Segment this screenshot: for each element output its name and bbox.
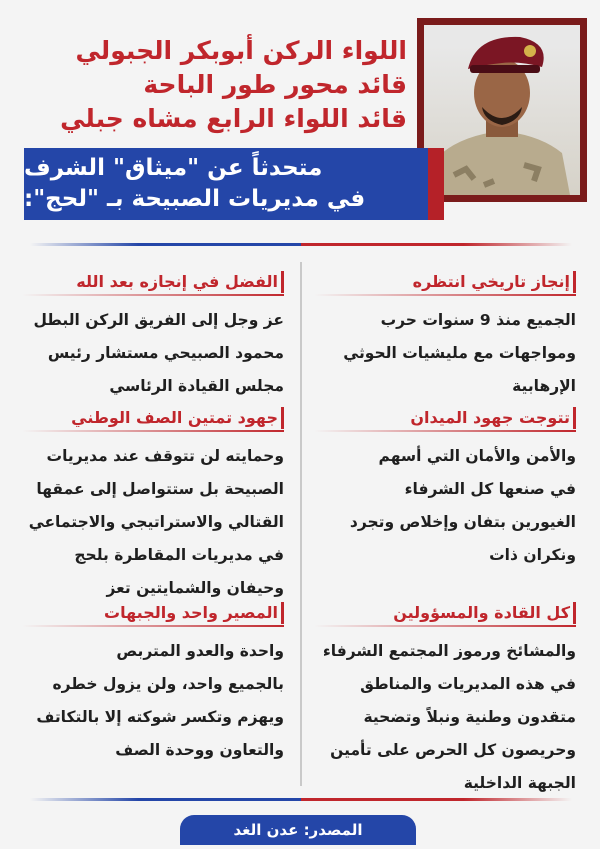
section-line: والتعاون ووحدة الصف: [115, 741, 284, 759]
headline-line: قائد محور طور الباحة: [143, 70, 407, 99]
section-right-1: [314, 268, 576, 403]
section-line: الإرهابية: [512, 377, 576, 395]
portrait-illustration: [424, 25, 580, 195]
topic-line: في مديريات الصبيحة بـ "لحج":: [24, 186, 366, 212]
section-title: كل القادة والمسؤولين: [314, 599, 576, 627]
source-credit: المصدر: عدن الغد: [180, 815, 416, 845]
topic-banner: [24, 148, 428, 220]
uniform-shape: [434, 131, 570, 195]
beret-band: [470, 65, 540, 73]
section-right-3: [314, 599, 576, 800]
section-right-2: [314, 404, 576, 572]
section-line: متقدون وطنية ونبلاً وتضحية: [363, 708, 576, 726]
section-line: مجلس القيادة الرئاسي: [109, 377, 284, 395]
column-separator: [300, 262, 302, 786]
section-title: إنجاز تاريخي انتظره: [314, 268, 576, 296]
section-line: محمود الصبيحي مستشار رئيس: [47, 344, 284, 362]
divider-bottom: [30, 798, 572, 801]
section-left-1: [22, 268, 284, 403]
section-line: بالجميع واحد، ولن يزول خطره: [52, 675, 284, 693]
section-line: ونكران ذات: [489, 546, 576, 564]
headline-line: قائد اللواء الرابع مشاه جبلي: [60, 104, 407, 133]
section-line: في هذه المديريات والمناطق: [360, 675, 576, 693]
section-title: الفضل في إنجازه بعد الله: [22, 268, 284, 296]
section-line: الغيورين بتفان وإخلاص وتجرد: [349, 513, 576, 531]
section-line: واحدة والعدو المتربص: [116, 642, 284, 660]
section-title: جهود تمتين الصف الوطني: [22, 404, 284, 432]
headline-line: اللواء الركن أبوبكر الجبولي: [75, 36, 407, 65]
section-line: الصبيحة بل ستتواصل إلى عمقها: [36, 480, 284, 498]
section-line: وحمايته لن تتوقف عند مديريات: [46, 447, 284, 465]
headline: [27, 34, 407, 136]
section-left-3: [22, 599, 284, 767]
section-line: والأمن والأمان التي أسهم: [378, 447, 576, 465]
section-title: تتوجت جهود الميدان: [314, 404, 576, 432]
section-line: القتالي والاستراتيجي والاجتماعي: [28, 513, 284, 531]
section-title: المصير واحد والجبهات: [22, 599, 284, 627]
divider-top: [30, 243, 572, 246]
section-line: الجميع منذ 9 سنوات حرب: [380, 311, 576, 329]
section-line: وحيفان والشمايتين تعز: [106, 579, 284, 597]
section-line: الجبهة الداخلية: [463, 774, 576, 792]
badge-icon: [524, 45, 536, 57]
section-line: في مديريات المقاطرة بلحج: [74, 546, 284, 564]
section-line: في صنعها كل الشرفاء: [404, 480, 576, 498]
section-line: ومواجهات مع مليشيات الحوثي: [343, 344, 576, 362]
portrait-photo: [424, 25, 580, 195]
section-left-2: [22, 404, 284, 605]
section-line: وحريصون كل الحرص على تأمين: [330, 741, 576, 759]
section-line: عز وجل إلى الفريق الركن البطل: [33, 311, 284, 329]
section-line: ويهزم وتكسر شوكته إلا بالتكاتف: [36, 708, 284, 726]
topic-line: متحدثاً عن "ميثاق" الشرف: [24, 155, 323, 181]
section-line: والمشائخ ورموز المجتمع الشرفاء: [322, 642, 576, 660]
